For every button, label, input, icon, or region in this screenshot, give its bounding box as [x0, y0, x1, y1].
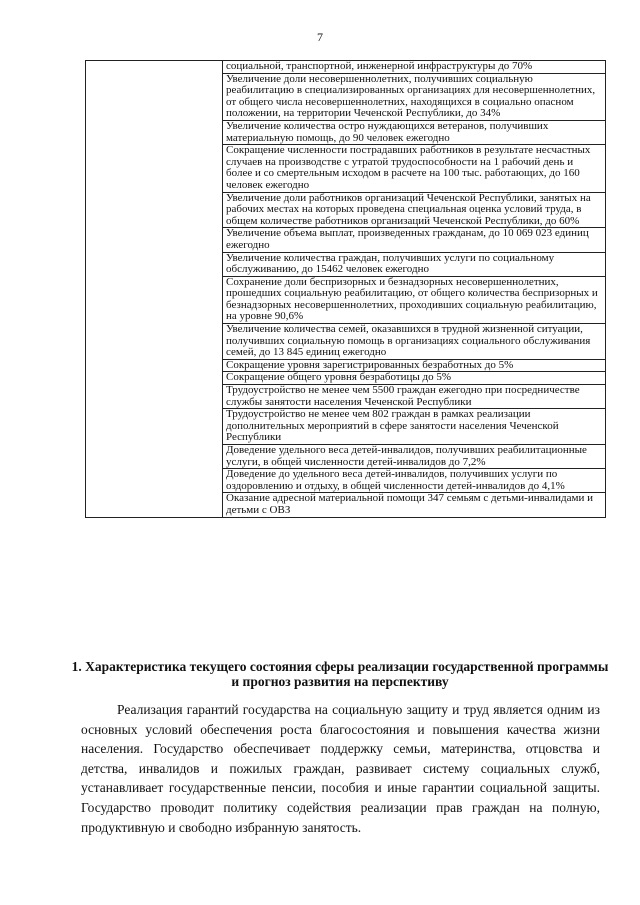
table-cell: Увеличение количества граждан, получивших услуги по социальному обслуживанию, до 15462 человек ежегодно [223, 252, 606, 276]
table-cell: Доведение удельного веса детей-инвалидов, получивших реабилитационные услуги, в общей численности детей-инвалидов до 7,2% [223, 445, 606, 469]
table-cell: Сокращение численности пострадавших работников в результате несчастных случаев на производстве с утратой трудоспособности на 1 рабочий день и более и со смертельным исходом в расчете на 100 тыс. работающих, до 160 человек ежегодно [223, 145, 606, 192]
table-cell: Сокращение общего уровня безработицы до 5% [223, 372, 606, 385]
table-cell: Сокращение уровня зарегистрированных безработных до 5% [223, 359, 606, 372]
table-cell: Увеличение количества семей, оказавшихся в трудной жизненной ситуации, получивших социальную помощь в организациях социального обслуживания семей, до 13 845 единиц ежегодно [223, 324, 606, 360]
targets-table [85, 60, 606, 518]
section-heading: 1. Характеристика текущего состояния сферы реализации государственной программы и прогноз развития на перспективу [71, 659, 609, 689]
table-cell: Увеличение количества остро нуждающихся ветеранов, получивших материальную помощь, до 90 человек ежегодно [223, 120, 606, 144]
page-number: 7 [317, 30, 323, 44]
table-cell: Трудоустройство не менее чем 5500 граждан ежегодно при посредничестве службы занятости населения Чеченской Республики [223, 385, 606, 409]
table-cell: Доведение до удельного веса детей-инвалидов, получивших услуги по оздоровлению и отдыху, в общей численности детей-инвалидов до 4,1% [223, 469, 606, 493]
table-cell: Увеличение доли несовершеннолетних, получивших социальную реабилитацию в специализированных организациях для несовершеннолетних, от общего числа несовершеннолетних, находящихся в социально опасном положении, на территории Чеченской Республики, до 34% [223, 73, 606, 120]
body-paragraph: Реализация гарантий государства на социальную защиту и труд является одним из основных условий обеспечения роста благосостояния и повышения качества жизни населения. Государство обеспечивает поддержку семьи, материнства, отцовства и детства, инвалидов и пожилых граждан, развивает систему социальных служб, устанавливает государственные пенсии, пособия и иные гарантии социальной защиты. Государство проводит политику содействия реализации прав граждан на полную, продуктивную и свободно избранную занятость. [81, 702, 600, 835]
table-cell: Увеличение доли работников организаций Чеченской Республики, занятых на рабочих местах на которых проведена специальная оценка условий труда, в общем количестве работников организаций Чеченской Республики, до 60% [223, 192, 606, 228]
table-cell: Увеличение объема выплат, произведенных гражданам, до 10 069 023 единиц ежегодно [223, 228, 606, 252]
table-cell: Сохранение доли беспризорных и безнадзорных несовершеннолетних, прошедших социальную реабилитацию, от общего количества беспризорных и безнадзорных несовершеннолетних, проходивших социальную реабилитацию, на уровне 90,6% [223, 276, 606, 323]
table-row [86, 61, 606, 74]
table-left-column [86, 61, 223, 518]
table-cell: Оказание адресной материальной помощи 347 семьям с детьми-инвалидами и детьми с ОВЗ [223, 493, 606, 517]
table-cell: социальной, транспортной, инженерной инфраструктуры до 70% [223, 61, 606, 74]
table-cell: Трудоустройство не менее чем 802 граждан в рамках реализации дополнительных мероприятий в сфере занятости населения Чеченской Республики [223, 409, 606, 445]
